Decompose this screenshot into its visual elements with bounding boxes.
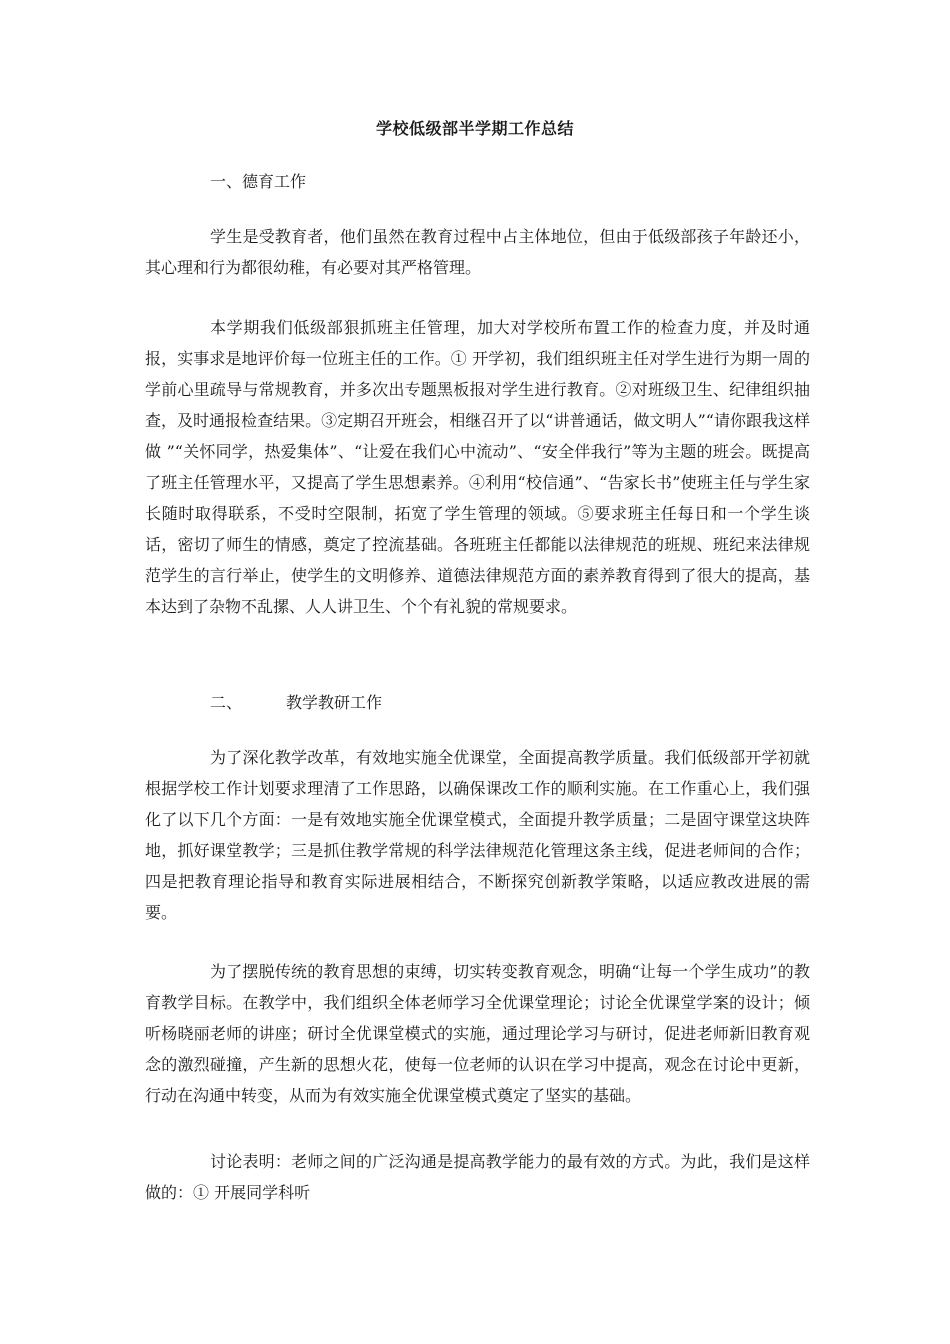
section-heading-teaching-research bbox=[210, 691, 382, 715]
paragraph-3: 为了深化教学改革，有效地实施全优课堂，全面提高教学质量。我们低级部开学初就根据学校工作计划要求理清了工作思路，以确保课改工作的顺利实施。在工作重心上，我们强化了以下几个方面：一是有效地实施全优课堂模式，全面提升教学质量；二是固守课堂这块阵地，抓好课堂教学；三是抓住教学常规的科学法律规范化管理这条主线，促进老师间的合作；四是把教育理论指导和教育实际进展相结合，不断探究创新教学策略，以适应教改进展的需要。 bbox=[145, 748, 810, 922]
section-heading-text: 教学教研工作 bbox=[286, 693, 383, 712]
section-heading-number: 二、 bbox=[210, 693, 243, 712]
paragraph-5: 讨论表明：老师之间的广泛沟通是提高教学能力的最有效的方式。为此，我们是这样做的：① 开展同学科听 bbox=[145, 1152, 810, 1202]
document-title: 学校低级部半学期工作总结 bbox=[375, 119, 574, 138]
paragraph-1: 学生是受教育者，他们虽然在教育过程中占主体地位，但由于低级部孩子年龄还小，其心理和行为都很幼稚，有必要对其严格管理。 bbox=[145, 227, 810, 277]
section-heading-moral-education: 一、德育工作 bbox=[210, 172, 307, 191]
paragraph-4: 为了摆脱传统的教育思想的束缚，切实转变教育观念，明确“让每一个学生成功”的教育教学目标。在教学中，我们组织全体老师学习全优课堂理论；讨论全优课堂学案的设计；倾听杨晓丽老师的讲座；研讨全优课堂模式的实施，通过理论学习与研讨，促进老师新旧教育观念的激烈碰撞，产生新的思想火花，使每一位老师的认识在学习中提高，观念在讨论中更新，行动在沟通中转变，从而为有效实施全优课堂模式奠定了坚实的基础。 bbox=[145, 962, 810, 1105]
paragraph-2: 本学期我们低级部狠抓班主任管理，加大对学校所布置工作的检查力度，并及时通报，实事求是地评价每一位班主任的工作。① 开学初，我们组织班主任对学生进行为期一周的学前心里疏导与常规教育，并多次出专题黑板报对学生进行教育。②对班级卫生、纪律组织抽查，及时通报检查结果。③定期召开班会，相继召开了以“讲普通话，做文明人”“请你跟我这样做 ”“关怀同学，热爱集体”、“让爱在我们心中流动”、“安全伴我行”等为主题的班会。既提高了班主任管理水平，又提高了学生思想素养。④利用“校信通”、“告家长书”使班主任与学生家长随时取得联系，不受时空限制，拓宽了学生管理的领域。⑤要求班主任每日和一个学生谈话，密切了师生的情感，奠定了控流基础。各班班主任都能以法律规范的班规、班纪来法律规范学生的言行举止，使学生的文明修养、道德法律规范方面的素养教育得到了很大的提高，基本达到了杂物不乱摞、人人讲卫生、个个有礼貌的常规要求。 bbox=[145, 318, 810, 616]
